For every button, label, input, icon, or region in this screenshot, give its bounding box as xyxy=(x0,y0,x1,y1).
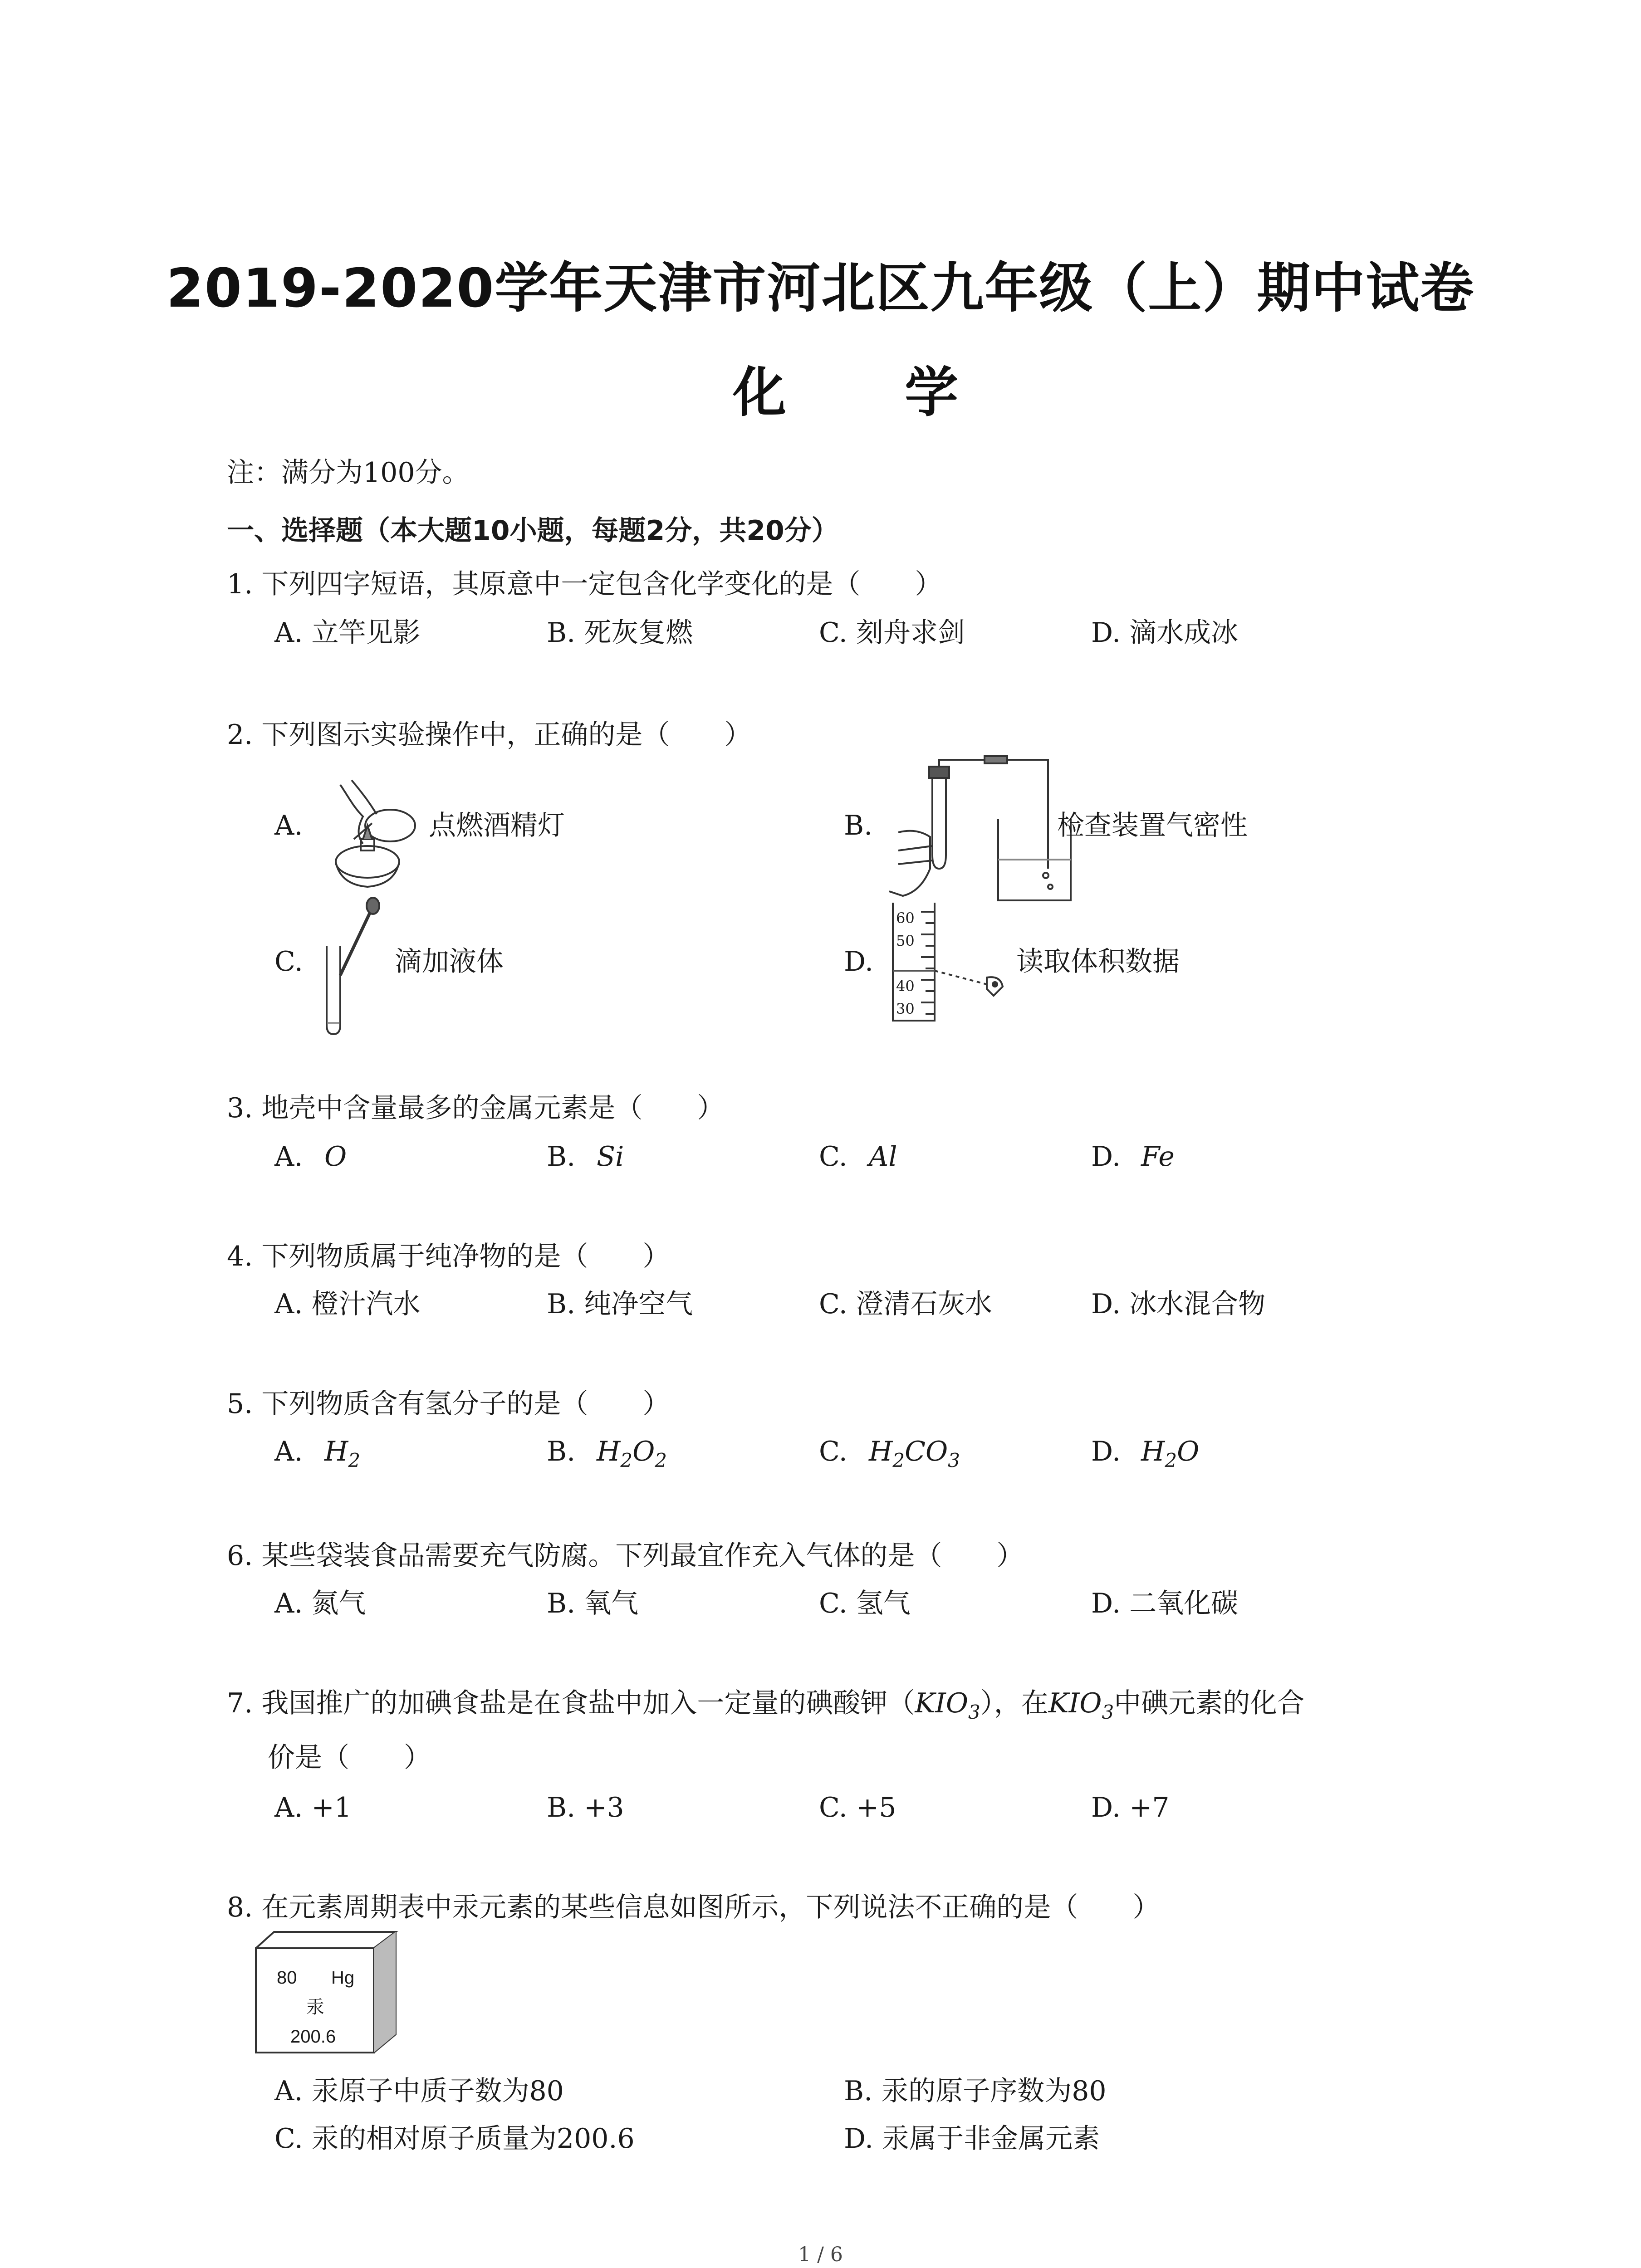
q8-option-c: C. 汞的相对原子质量为200.6 xyxy=(274,2123,635,2155)
element-name: 汞 xyxy=(306,1997,324,2018)
q6-option-d: D. 二氧化碳 xyxy=(1091,1588,1239,1619)
page-number: 1 / 6 xyxy=(798,2243,843,2266)
question-5-stem: 5. 下列物质含有氢分子的是（ ） xyxy=(227,1388,670,1420)
q3-option-c: C. Al xyxy=(819,1141,897,1173)
q2-option-b-caption: 检查装置气密性 xyxy=(1057,810,1248,841)
cylinder-tick-50: 50 xyxy=(896,932,915,949)
exam-title: 2019-2020学年天津市河北区九年级（上）期中试卷 xyxy=(166,257,1475,319)
q6-option-b: B. 氧气 xyxy=(547,1588,639,1619)
q2-option-c-caption: 滴加液体 xyxy=(395,946,504,978)
q2-option-a-caption: 点燃酒精灯 xyxy=(429,810,565,841)
q7-option-b: B. +3 xyxy=(547,1792,624,1823)
q1-option-d: D. 滴水成冰 xyxy=(1091,617,1239,649)
question-2-stem: 2. 下列图示实验操作中，正确的是（ ） xyxy=(227,719,752,751)
q4-option-b: B. 纯净空气 xyxy=(547,1288,693,1320)
q2-option-d-label: D. xyxy=(844,946,874,978)
element-atomic-mass: 200.6 xyxy=(290,2027,336,2047)
cylinder-tick-30: 30 xyxy=(896,1000,915,1017)
airtightness-check-figure xyxy=(889,755,1075,905)
score-note: 注：满分为100分。 xyxy=(227,457,470,489)
q4-option-d: D. 冰水混合物 xyxy=(1091,1288,1266,1320)
q6-option-c: C. 氢气 xyxy=(819,1588,911,1619)
q2-option-a-label: A. xyxy=(274,810,303,841)
subject-title: 化 学 xyxy=(732,361,1009,424)
q1-option-b: B. 死灰复燃 xyxy=(547,617,693,649)
q4-option-a: A. 橙汁汽水 xyxy=(274,1288,421,1320)
q2-option-c-label: C. xyxy=(274,946,303,978)
element-atomic-number: 80 xyxy=(277,1968,297,1988)
q3-option-a: A. O xyxy=(274,1141,347,1173)
dropper-figure xyxy=(313,896,390,1036)
q8-option-b: B. 汞的原子序数为80 xyxy=(844,2075,1107,2107)
question-6-stem: 6. 某些袋装食品需要充气防腐。下列最宜作充入气体的是（ ） xyxy=(227,1540,1024,1572)
q1-option-a: A. 立竿见影 xyxy=(274,617,421,649)
q1-option-c: C. 刻舟求剑 xyxy=(819,617,965,649)
question-8-stem: 8. 在元素周期表中汞元素的某些信息如图所示，下列说法不正确的是（ ） xyxy=(227,1892,1160,1923)
cylinder-tick-40: 40 xyxy=(896,978,915,995)
q5-option-d: D. $H_2O$ xyxy=(1091,1436,1200,1471)
q7-option-a: A. +1 xyxy=(274,1792,352,1823)
q2-option-d-caption: 读取体积数据 xyxy=(1016,946,1180,978)
question-7-stem-line1: 7. 我国推广的加碘食盐是在食盐中加入一定量的碘酸钾$(KIO_3)$，在$KIO_3$中碘元素的化合 xyxy=(227,1687,1305,1723)
q4-option-c: C. 澄清石灰水 xyxy=(819,1288,992,1320)
q5-option-a: A. $H_2$ xyxy=(274,1436,361,1471)
section-heading: 一、选择题（本大题10小题，每题2分，共20分） xyxy=(227,515,839,547)
q2-option-b-label: B. xyxy=(844,810,873,841)
q7-option-d: D. +7 xyxy=(1091,1792,1170,1823)
q7-option-c: C. +5 xyxy=(819,1792,896,1823)
q3-option-d: D. Fe xyxy=(1091,1141,1175,1173)
question-4-stem: 4. 下列物质属于纯净物的是（ ） xyxy=(227,1241,670,1272)
q5-option-c: C. $H_2CO_3$ xyxy=(819,1436,960,1471)
question-1-stem: 1. 下列四字短语，其原意中一定包含化学变化的是（ ） xyxy=(227,568,942,600)
alcohol-lamp-figure xyxy=(313,771,431,894)
q8-option-d: D. 汞属于非金属元素 xyxy=(844,2123,1100,2155)
q5-option-b: B. $H_2O_2$ xyxy=(547,1436,667,1471)
cylinder-tick-60: 60 xyxy=(896,909,915,927)
q8-option-a: A. 汞原子中质子数为80 xyxy=(274,2075,564,2107)
question-7-stem-line2: 价是（ ） xyxy=(268,1742,431,1774)
q3-option-b: B. Si xyxy=(547,1141,624,1173)
element-symbol: Hg xyxy=(331,1968,355,1988)
question-3-stem: 3. 地壳中含量最多的金属元素是（ ） xyxy=(227,1092,725,1124)
q6-option-a: A. 氮气 xyxy=(274,1588,366,1619)
